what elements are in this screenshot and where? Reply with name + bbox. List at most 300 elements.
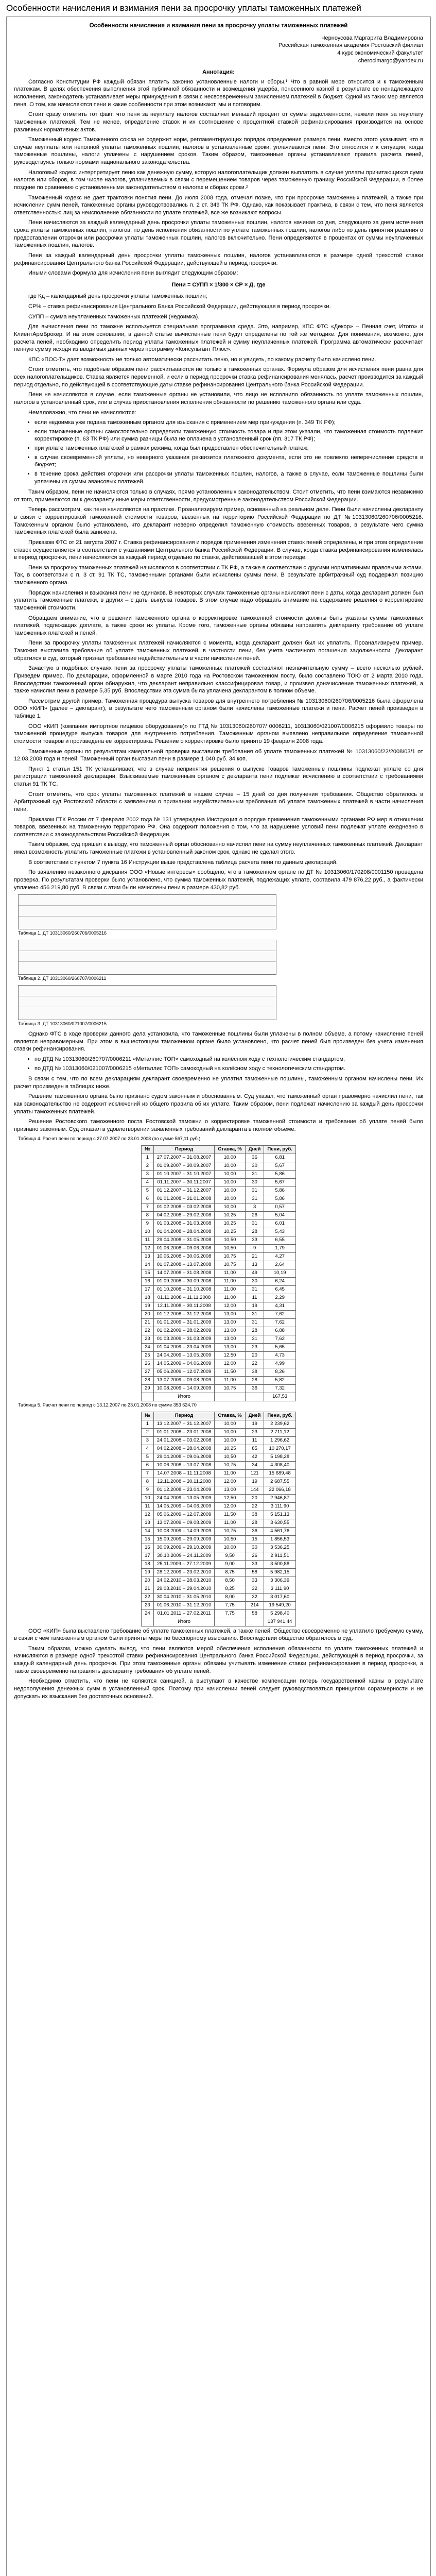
table-row [142,1252,296,1261]
table-cell: 9 [142,1219,154,1228]
table-cell: 01.09.2007 – 30.09.2007 [153,1162,215,1170]
table-cell: 22 066,18 [264,1486,295,1494]
table-cell: 12 [142,1244,154,1252]
table-cell: 05.06.2009 – 12.07.2009 [153,1511,215,1519]
embedded-table-image [18,940,276,975]
table-row [142,1511,296,1519]
table-cell: 01.10.2008 – 31.10.2008 [153,1285,215,1294]
embedded-table-row [19,1007,276,1020]
table-cell: 4,99 [264,1360,295,1368]
table-row [142,1585,296,1593]
table-cell: 01.06.2008 – 09.06.2008 [153,1244,215,1252]
table-row [142,1461,296,1469]
table-cell: 38 [245,1368,264,1376]
table-cell: 10,00 [215,1203,245,1211]
table-row [142,1453,296,1461]
table-cell: 01.02.2008 – 03.02.2008 [153,1203,215,1211]
table-cell: 214 [245,1601,264,1609]
table-cell: 12.11.2008 – 30.11.2008 [153,1302,215,1310]
table-row [142,1376,296,1384]
table-cell: 24 [142,1343,154,1351]
table-cell: 13,00 [215,1327,245,1335]
table-cell: 5 982,15 [264,1568,295,1577]
table-cell: 25 [142,1351,154,1360]
table-row [142,1351,296,1360]
table-cell: 12.11.2008 – 30.11.2008 [153,1478,215,1486]
table-cell: 31 [245,1335,264,1343]
table-row [142,1343,296,1351]
table-cell: 24.04.2009 – 13.05.2009 [153,1494,215,1502]
table-row [142,1535,296,1544]
penalty-table-2 [141,1412,296,1626]
table-header-row [142,1412,296,1420]
table-cell [215,1393,245,1401]
paragraph: Решение Ростовского таможенного поста Ростовской таможни о корректировке таможенной стоимости и требование об уплате пеней было признано законным. Суд отказал в удовлетворении заявленных требований декларанта в полном объеме. [14,1118,423,1132]
table-cell: 20 [142,1310,154,1318]
penalty-table-1 [141,1145,296,1401]
table-cell: 4 561,76 [264,1527,295,1535]
table-row [142,1494,296,1502]
table-cell: 19 [142,1568,154,1577]
table-cell [245,1618,264,1626]
table-cell: 2 711,12 [264,1428,295,1436]
table-cell: 5 151,13 [264,1511,295,1519]
table-cell: 13.12.2007 – 31.12.2007 [153,1420,215,1428]
table-cell: 58 [245,1568,264,1577]
table-cell: 4 [142,1178,154,1187]
table-cell: 21 [142,1318,154,1327]
table-cell: 14 [142,1527,154,1535]
table-row [142,1327,296,1335]
paragraph: Пени за просрочку таможенных платежей начисляются в соответствии с ТК РФ, а также в соответствии с другими нормативными правовыми актами. Так, в соответствии с п. 3 ст. 91 ТК ТС, таможенными органами были исчислены суммы пени. В результате арбитражный суд поддержал позицию таможенного органа. [14,564,423,586]
paragraph: Пени начисляются за каждый календарный день просрочки уплаты таможенных пошлин, налогов начиная со дня, следующего за днем истечения срока уплаты таможенных пошлин, налогов, по день исполнения обязанности по уплате таможенных пошлин, налогов либо по день принятия решения о предоставлении отсрочки или рассрочки уплаты таможенных пошлин, налогов включительно. Пени определяются в процентах от суммы неуплаченных таможенных пошлин, налогов. [14,219,423,249]
table-cell: 24 [142,1609,154,1618]
table-cell: 30 [245,1162,264,1170]
table-cell: 01.11.2007 – 30.11.2007 [153,1178,215,1187]
table-cell: 6,45 [264,1285,295,1294]
table-row [142,1318,296,1327]
table-cell: 34 [245,1461,264,1469]
table-row [142,1609,296,1618]
table-cell: 10,00 [215,1178,245,1187]
table-cell: 85 [245,1445,264,1453]
table-cell: 14.07.2008 – 31.08.2008 [153,1269,215,1277]
table-row [142,1294,296,1302]
table-row [142,1261,296,1269]
table-cell: 6,24 [264,1277,295,1285]
table-cell: 31 [245,1187,264,1195]
table-cell: 29 [142,1384,154,1393]
table-cell: 36 [245,1527,264,1535]
table-row [142,1552,296,1560]
embedded-table-row [19,917,276,929]
author-email-link[interactable]: cherocimargo@yandex.ru [358,57,423,64]
table2-caption: Таблица 5. Расчет пени по период с 13.12.2007 по 23.01.2008 по сумме 353 624,70 [18,1402,197,1408]
table-cell: 11,00 [215,1519,245,1527]
table-cell: 10,50 [215,1453,245,1461]
embedded-table-row [19,986,276,996]
table-cell: 30.04.2010 – 31.05.2010 [153,1593,215,1601]
table-cell: 01.04.2008 – 28.04.2008 [153,1228,215,1236]
paragraph: Пени не начисляются в случае, если таможенные органы не установили, что лицо не исполнило обязанность по уплате таможенных пошлин, налогов в установленный срок, или в случае приостановления исполнения обязанности по решению таможенного органа или суда. [14,392,423,405]
table-cell: 10 [142,1494,154,1502]
table-cell [142,1393,154,1401]
paragraph: Порядок начисления и взыскания пени не одинаков. В некоторых случаях таможенные органы начисляют пени с даты, когда декларант должен был уплатить таможенные платежи, в других – с даты выпуска товаров. В этом случае надо обращать внимание на содержание решения о корректировке таможенной стоимости. [14,589,423,611]
table-row [142,1162,296,1170]
paragraph: Стоит отметить, что срок уплаты таможенных платежей в нашем случае – 15 дней со дня получения требования. Общество обратилось в Арбитражный суд Ростовской области с заявлением о признании недействительным требования об уплате таможенных платежей в части начисления пени. [14,791,423,812]
table-row [142,1368,296,1376]
table-cell: 10,00 [215,1187,245,1195]
paragraph: Зачастую в подобных случаях пени за просрочку уплаты таможенных платежей составляют незначительную сумму – всего несколько рублей. Приведем пример. По декларации, оформленной в марте 2010 года на Ростовском таможенном посту, было составлено ТОЮ от 2 марта 2010 года. Впоследствии таможенный орган обнаружил, что декларант неправильно классифицировал товар, и произвел доначисление таможенных платежей, а также начислил пени в размере 5,35 руб. Впоследствии эта сумма была уплачена декларантом в полном объеме. [14,665,423,694]
article-conclusion [14,1628,423,1701]
table-cell: 5,65 [264,1343,295,1351]
table-cell: 10,00 [215,1544,245,1552]
table-row [142,1228,296,1236]
table-cell: 7,75 [215,1601,245,1609]
paragraph: В связи с тем, что по всем декларациям декларант своевременно не уплатил таможенные пошлины, таможенным органом начислены пени. Их расчет произведен в таблицах ниже. [14,1076,423,1090]
table-cell: 2 911,51 [264,1552,295,1560]
paragraph: Стоит сразу отметить тот факт, что пеня за неуплату налогов составляет меньший процент от суммы задолженности, нежели пеня за неуплату таможенных платежей. Тем не менее, определение ставок и их соотношение с процентной ставкой рефинансирования производится на основе различных нормативных актов. [14,111,423,133]
paragraph: ООО «КИП (компания импортное пищевое оборудование)» по ГТД № 10313060/260707/ 0006211, 10313060/021007/0006215 оформило товары по таможенной процедуре выпуска товаров для внутреннего потребления. Таможенным органом выявлено неправильное определение таможенной стоимости товаров и произведена ее корректировка. Решение о корректировке было принято 19 февраля 2008 года. [14,723,423,744]
table-cell: 31 [245,1195,264,1203]
table-cell: 2 [142,1162,154,1170]
table-cell: 5 298,40 [264,1609,295,1618]
table-cell: 22 [245,1502,264,1511]
table-header-cell: Период [153,1145,215,1154]
paragraph: СР% – ставка рефинансирования Центрального Банка Российской Федерации, действующая в период просрочки. [28,303,331,310]
embedded-table-image [18,985,276,1020]
bullet-list [14,1056,423,1072]
table-cell: 30 [245,1544,264,1552]
table-row [142,1236,296,1244]
table-row [142,1420,296,1428]
table-cell: 3 306,39 [264,1577,295,1585]
table-cell: 16 [142,1277,154,1285]
table-row [142,1335,296,1343]
table-cell: 1,79 [264,1244,295,1252]
table-cell: 01.01.2008 – 23.01.2008 [153,1428,215,1436]
list-item: • в течение срока действия отсрочки или рассрочки уплаты таможенных пошлин, налогов, а также в случае, если таможенные пошлины были уплачены из суммы авансовых платежей. [34,470,423,485]
table-cell: 01.03.2009 – 31.03.2009 [153,1335,215,1343]
table-header-cell: Дней [245,1145,264,1154]
table-cell: 12,00 [215,1302,245,1310]
paragraph: Таким образом, суд пришел к выводу, что таможенный орган обоснованно начислил пени на сумму неуплаченных таможенных платежей. Декларант имел возможность уплатить таможенные платежи в установленный законом срок, однако не сделал этого. [14,841,423,856]
article-card [6,16,431,2576]
table-cell: 22 [142,1593,154,1601]
table-cell: 10.08.2009 – 14.09.2009 [153,1527,215,1535]
table-cell: 2 239,62 [264,1420,295,1428]
table-cell: 8 [142,1211,154,1219]
table-header-cell: Ставка, % [215,1145,245,1154]
table-cell: 11,00 [215,1376,245,1384]
table-cell: 5 [142,1453,154,1461]
table-row [142,1436,296,1445]
table-cell [142,1618,154,1626]
table-cell: 12,00 [215,1502,245,1511]
paragraph: ООО «КИП» была выставлено требование об уплате таможенных платежей, а также пеней. Общество своевременно не уплатило требуемую сумму, в связи с чем таможенным органом были приняты меры по бесспорному взысканию. Впоследствии общество обратилось в суд. [14,1628,423,1642]
table-cell [215,1618,245,1626]
list-item: • в случае своевременной уплаты, но неверного указания реквизитов платежного документа, если это не повлекло неперечисление средств в бюджет; [34,454,423,469]
table-row [142,1244,296,1252]
embedded-table-image [18,894,276,929]
table-cell: 15.09.2009 – 29.09.2009 [153,1535,215,1544]
table-cell: 19 [245,1420,264,1428]
article-body-2 [14,1030,423,1133]
table-cell: 23 [245,1428,264,1436]
table-cell: 10,00 [215,1436,245,1445]
table-row [142,1469,296,1478]
table-cell: 10,75 [215,1384,245,1393]
table-row [142,1560,296,1568]
table-cell: 13 [142,1252,154,1261]
table-cell: 31 [245,1285,264,1294]
paragraph: КПС «ПОС-Т» дает возможность не только автоматически рассчитать пеню, но и увидеть, по какому расчету было начислено пени. [28,356,376,363]
table-cell: 26 [142,1360,154,1368]
table-cell: 6,81 [264,1154,295,1162]
table-cell: 14.05.2009 – 04.06.2009 [153,1502,215,1511]
table-cell: 23 [142,1335,154,1343]
table-cell: 10,25 [215,1228,245,1236]
paragraph: Таможенные органы по результатам камеральной проверки выставили требования об уплате таможенных платежей № 10313060/22/2008/03/1 от 12.03.2008 года и пеней. Таможенный орган выставил пени в размере 1 040 руб. 34 коп. [14,748,423,762]
table-cell: 10,75 [215,1261,245,1269]
table-cell: 17 [142,1285,154,1294]
table-cell: 1 [142,1420,154,1428]
table-cell: 01.12.2008 – 31.12.2008 [153,1310,215,1318]
table-cell: 23 [245,1343,264,1351]
table-cell: 29.04.2008 – 31.05.2008 [153,1236,215,1244]
table-cell: 12,50 [215,1494,245,1502]
table-header-row [142,1145,296,1154]
table-cell: 14.05.2009 – 04.06.2009 [153,1360,215,1368]
table-cell: 14 [142,1261,154,1269]
table-cell: 1 [142,1154,154,1162]
table-row [142,1393,296,1401]
table-cell: 0,57 [264,1203,295,1211]
paragraph: Для вычисления пени по таможне используется специальная программная среда. Это, например, КПС ФТС «Декор» – Пенная счет, Итого» и КлиентАрмБрокер. И на этом основании, в данной статье вычисленные пени будут определены по той же методике. Для понимания, возможно, для расчета пеней, необходимо определить период уплаты таможенных платежей и сумму неуплаченных платежей. Программа автоматически рассчитает пенную сумму исходя из вводимых данных через программу «Консультант Плюс». [14,324,423,353]
table-cell: 24.02.2010 – 28.03.2010 [153,1577,215,1585]
author-position: Российская таможенная академия Ростовский филиал [278,42,423,49]
table-cell: 5,86 [264,1187,295,1195]
table-cell: 12 [142,1511,154,1519]
table-row [142,1577,296,1585]
table-row [142,1285,296,1294]
table-cell: 13.07.2009 – 09.08.2009 [153,1519,215,1527]
table-cell: 10,00 [215,1162,245,1170]
table-cell [245,1393,264,1401]
paragraph: Приказом ГТК России от 7 февраля 2002 года № 131 утверждена Инструкция о порядке применения таможенными органами РФ мер в отношении товаров, ввезенных на таможенную территорию РФ. Она содержит положения о том, что за нарушение условий пени подлежат уплате ежедневно в соответствии с законодательством Российской Федерации. [14,816,423,838]
paragraph: Пени за просрочку уплаты таможенных платежей начисляются с момента, когда декларант должен был их уплатить. Проанализируем пример. Таможня выставила требование об уплате таможенных платежей, в частности пени, без учета частичного погашения задолженности. Декларант обратился в суд, который признал требование недействительным в части начисления пеней. [14,640,423,662]
table-cell: 3 [245,1203,264,1211]
table-row [142,1519,296,1527]
table-cell: 10,25 [215,1445,245,1453]
table-cell: 10,25 [215,1211,245,1219]
table-cell: 5,67 [264,1162,295,1170]
table-cell: 49 [245,1269,264,1277]
table-cell: 13,00 [215,1310,245,1318]
table-cell: 25.11.2009 – 27.12.2009 [153,1560,215,1568]
paragraph: Таможенный кодекс не дает трактовки понятия пени. До июля 2008 года, отмечал позже, что при просрочке таможенных платежей, а также при исчислении сумм пеней, таможенные органы руководствовались п. 2 ст. 349 ТК РФ. Однако, как показывает практика, в связи с тем, что пеня является ответственностью лиц за неисполнение обязанности по уплате платежей, все же возникают вопросы. [14,194,423,216]
table-cell: 7,62 [264,1335,295,1343]
list-item: • по ДТД № 10313060/260707/0006211 «Металлис ТОП» самоходный на колёсном ходу с технологическим стандартом; [34,1056,423,1063]
embedded-table-row [19,996,276,1007]
table-cell: 24.01.2008 – 03.02.2008 [153,1436,215,1445]
table-cell: 28 [245,1327,264,1335]
paragraph: Рассмотрим другой пример. Таможенная процедура выпуска товаров для внутреннего потребления № 10313060/260706/0005216 была оформлена ООО «КИП» (далее – декларант), в результате чего таможенным органом были начислены таможенные платежи и пени. Расчет пеней произведен в таблице 1. [14,698,423,720]
table-cell: 8,25 [215,1585,245,1593]
embedded-table-row [19,906,276,917]
table-cell: 31 [245,1219,264,1228]
table-cell: 10,00 [215,1420,245,1428]
table-cell: 10,50 [215,1236,245,1244]
table-row [142,1310,296,1318]
table-cell: 1 296,62 [264,1436,295,1445]
table-cell: 4 [142,1445,154,1453]
table-cell: 10,00 [215,1195,245,1203]
table-cell: 19 [142,1302,154,1310]
table-cell: 10,00 [215,1154,245,1162]
table-row [142,1170,296,1178]
table-cell: 19 [245,1302,264,1310]
table-cell: 22 [245,1360,264,1368]
article-title: Особенности начисления и взимания пени за просрочку уплаты таможенных платежей [89,23,348,29]
table-cell: 8 [142,1478,154,1486]
table-cell: 15 [142,1269,154,1277]
table-cell: 2,29 [264,1294,295,1302]
table-cell: 11,50 [215,1511,245,1519]
table-cell: 33 [245,1236,264,1244]
table-cell: 8,50 [215,1577,245,1585]
table-header-cell: Пени, руб. [264,1412,295,1420]
table-row [142,1195,296,1203]
table-header-cell: Пени, руб. [264,1145,295,1154]
table-cell: 10.06.2008 – 30.06.2008 [153,1252,215,1261]
figure-caption: Таблица 2. ДТ 10313060/260707/0006211 [18,976,107,981]
table-cell: 26 [245,1552,264,1560]
table-cell: 5 198,28 [264,1453,295,1461]
table-cell: 20 [142,1577,154,1585]
author-email[interactable] [14,57,423,65]
table-cell: 20 [245,1494,264,1502]
table-cell: 01.10.2007 – 31.10.2007 [153,1170,215,1178]
table-cell: 11,00 [215,1469,245,1478]
table-cell: 13,00 [215,1318,245,1327]
paragraph: В соответствии с пунктом 7 пункта 16 Инструкции выше представлена таблица расчета пени по данным деклараций. [28,859,338,866]
table-cell: 8,00 [215,1593,245,1601]
table-header-cell: Период [153,1412,215,1420]
table-cell: 30.09.2009 – 29.10.2009 [153,1544,215,1552]
table-cell: 10,00 [215,1170,245,1178]
embedded-table-row [19,962,276,974]
table-cell: 13.07.2009 – 09.08.2009 [153,1376,215,1384]
table-cell: 28 [245,1519,264,1527]
table-cell: 121 [245,1469,264,1478]
table-row [142,1502,296,1511]
table-cell: 13,00 [215,1335,245,1343]
table-cell: 28.12.2009 – 23.02.2010 [153,1568,215,1577]
table-row [142,1178,296,1187]
table-cell: 167,53 [264,1393,295,1401]
table-row [142,1544,296,1552]
table-row [142,1593,296,1601]
table-cell: 9,00 [215,1560,245,1568]
table-cell: 5,86 [264,1170,295,1178]
table-cell: 01.04.2009 – 23.04.2009 [153,1343,215,1351]
table-cell: 10,00 [215,1428,245,1436]
table-cell: 9,50 [215,1552,245,1560]
table-cell: 12,00 [215,1360,245,1368]
table-row [142,1601,296,1609]
table-cell: 29.03.2010 – 29.04.2010 [153,1585,215,1593]
table-cell: 7 [142,1469,154,1478]
paragraph: Немаловажно, что пени не начисляются: [28,409,136,416]
table-cell: 36 [245,1154,264,1162]
table-cell: 13,00 [215,1486,245,1494]
table-cell: 15 [245,1535,264,1544]
table-cell: Итого [153,1618,215,1626]
paragraph: Решение таможенного органа было признано судом законным и обоснованным. Суд указал, что таможенный орган правомерно начислил пени, так как законодательство не содержит исключений из общего правила об их уплате. Таким образом, пени подлежат начислению за каждый день просрочки уплаты таможенных платежей. [14,1093,423,1115]
table-cell: 10.06.2008 – 13.07.2008 [153,1461,215,1469]
table-cell: 10,19 [264,1269,295,1277]
table-cell: 29.04.2008 – 09.06.2008 [153,1453,215,1461]
table-row [142,1618,296,1626]
table-cell: 01.11.2008 – 11.11.2008 [153,1294,215,1302]
table-cell: 32 [245,1585,264,1593]
paragraph: Пени за каждый календарный день просрочки уплаты таможенных пошлин, налогов устанавливаются в размере одной трехсотой ставки рефинансирования Центрального банка Российской Федерации, действующей в период просрочки. [14,252,423,266]
table-cell: 26 [245,1211,264,1219]
table-row [142,1384,296,1393]
table-cell: 5,86 [264,1195,295,1203]
paragraph: По заявлению незаконного дисрания ООО «Новые интересы» сообщено, что в таможенном органе по ДТ № 10313060/170208/0001150 проведена проверка. По результатам проверки было установлено, что сумма таможенных платежей, подлежащих уплате, составила 479 876,22 руб., а фактически уплачено 456 219,80 руб. В связи с этим были начислены пени в размере 430,82 руб. [14,869,423,891]
table-cell: 04.02.2008 – 28.04.2008 [153,1445,215,1453]
table-row [142,1277,296,1285]
paragraph: Пункт 1 статьи 151 ТК устанавливает, что в случае непринятия решения о выпуске товаров таможенные пошлины подлежат уплате со дня регистрации таможенной декларации. Взыскиваемые таможенным органом с декларанта пени подлежат исчислению в соответствии с требованиями статьи 91 ТК ТС. [14,766,423,788]
table-cell: 5 [142,1187,154,1195]
table-cell: 10 270,17 [264,1445,295,1453]
table-cell: 38 [245,1511,264,1519]
table-cell: 13,00 [215,1343,245,1351]
table-cell: 10,75 [215,1252,245,1261]
table-row [142,1445,296,1453]
table-cell: 01.09.2008 – 30.09.2008 [153,1277,215,1285]
embedded-table-row [19,940,276,951]
table-cell: 01.03.2008 – 31.03.2008 [153,1219,215,1228]
paragraph: Однако ФТС в ходе проверки данного дела установила, что таможенные пошлины были уплачены в полном объеме, а потому начисление пеней является неправомерным. При этом в вышестоящем таможенном органе было установлено, что расчет пеней был произведен без учета изменения ставки рефинансирования. [14,1031,423,1053]
paragraph: Таможенный кодекс Таможенного союза не содержит норм, регламентирующих порядок определения размера пени, вместо этого указывает, что в случае неуплаты или неполной уплаты таможенных пошлин, налогов в установленные сроки, уплачиваются пени. Это относится и к ситуации, когда таможенные пошлины, налоги уплачены с нарушением сроков. Таким образом, таможенные органы устанавливают правила расчета пеней, руководствуясь только нормами национального законодательства. [14,137,423,166]
table-cell: 3 [142,1170,154,1178]
table-row [142,1486,296,1494]
table-cell: 31 [245,1170,264,1178]
table1-caption: Таблица 4. Расчет пени по период с 27.07.2007 по 23.01.2008 (по сумме 567,11 руб.) [18,1136,201,1141]
table-cell: 01.01.2011 – 27.02.2011 [153,1609,215,1618]
table-cell: 5,04 [264,1211,295,1219]
table-cell: 3 630,55 [264,1519,295,1527]
list-item: • по ДТД № 10313060/021007/0006215 «Металлис ТОП» самоходный на колёсном ходу с технологическим стандартом. [34,1065,423,1073]
table-cell: 6 [142,1195,154,1203]
placeholder-figures [14,894,423,1027]
table-cell: 7,32 [264,1384,295,1393]
table-cell: 7 [142,1203,154,1211]
table-cell: 15 [142,1535,154,1544]
list-item: • при уплате таможенных платежей в рамках режима, когда был предоставлен обеспечительный платеж; [34,445,423,452]
table-cell: 3 500,88 [264,1560,295,1568]
document-title: Особенности начисления и взимания пени за просрочку уплаты таможенных платежей [6,3,361,13]
table-cell: 11 [142,1502,154,1511]
table-cell: 2 946,87 [264,1494,295,1502]
table-row [142,1428,296,1436]
table-cell: 4,31 [264,1302,295,1310]
annotation-label: Аннотация: [202,69,235,76]
paragraph: где Кд – календарный день просрочки уплаты таможенных пошлин; [28,293,207,300]
